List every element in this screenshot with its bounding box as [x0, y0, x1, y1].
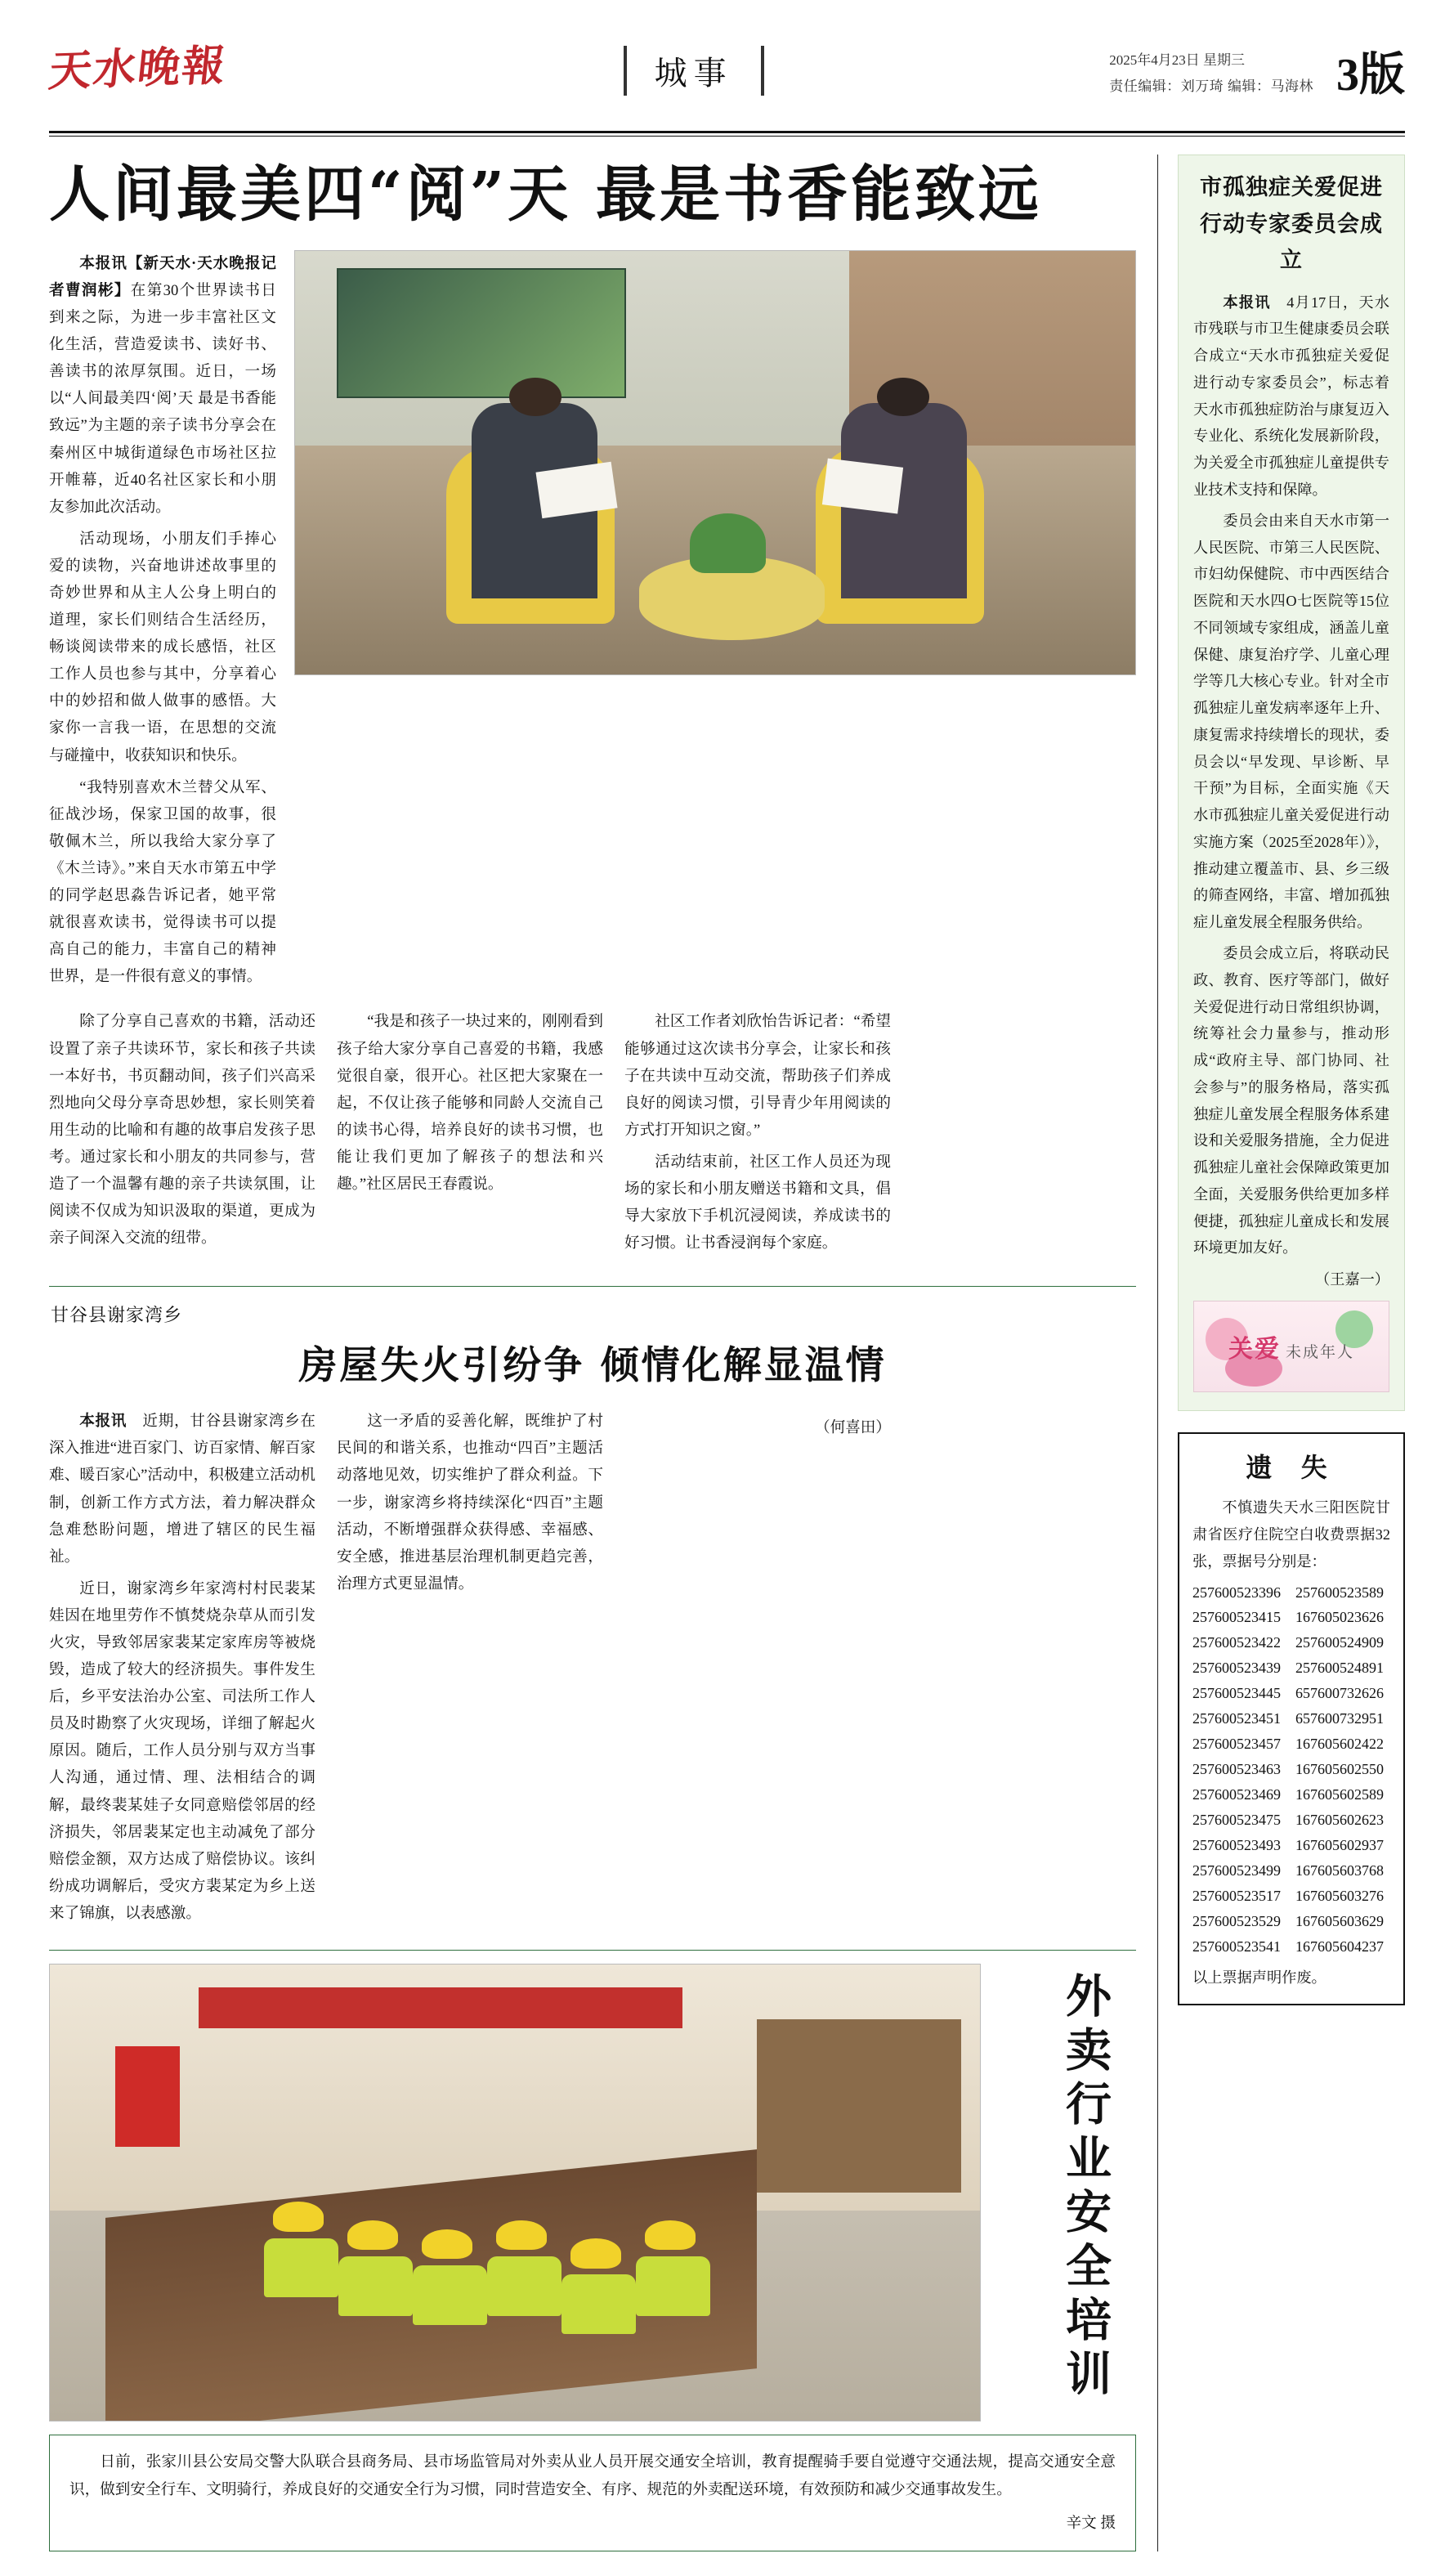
lost-notice: [1178, 1432, 1405, 2005]
masthead-right: [1109, 23, 1405, 101]
newspaper-logo: [46, 23, 278, 96]
lost-notice-number: 257600523457: [1192, 1736, 1281, 1753]
main-article-col-3: [337, 1008, 603, 1261]
lost-notice-intro-wrap: [1192, 1494, 1390, 1575]
article-2-col-2: [337, 1408, 603, 1932]
care-banner-text: 关爱: [1228, 1336, 1281, 1364]
main-para-7: 活动结束前，社区工作人员还为现场的家长和小朋友赠送书籍和文具，倡导大家放下手机沉浸阅读，养成读书的好习惯。让书香浸润每个家庭。: [624, 1153, 891, 1252]
lost-notice-number: 257600523451: [1192, 1710, 1281, 1727]
lost-notice-number: 167605603629: [1295, 1912, 1384, 1929]
main-para-2: 活动现场，小朋友们手捧心爱的读物，兴奋地讲述故事里的奇妙世界和从主人公身上明白的道理，家长们则结合生活经历，畅谈阅读带来的成长感悟，社区工作人员也参与其中，分享着心中的妙招和做人做事的感悟。大家你一言我一语，在思想的交流与碰撞中，收获知识和快乐。: [49, 530, 276, 764]
main-para-1: 在第30个世界读书日到来之际，为进一步丰富社区文化生活，营造爱读书、读好书、善读书的浓厚氛围。近日，一场以“人间最美四‘阅’天 最是书香能致远”为主题的亲子读书分享会在秦州区中城街道绿色市场社区拉开帷幕，近40名社区家长和小朋友参加此次活动。: [49, 281, 276, 516]
main-photo-wrap: [294, 250, 1136, 996]
lost-notice-number: 257600523589: [1295, 1584, 1384, 1601]
reading-event-photo: [294, 250, 1136, 675]
sidebar-body: [1193, 289, 1389, 1262]
lost-notice-number: 167605603768: [1295, 1861, 1384, 1879]
lost-notice-title: 遗 失: [1246, 1452, 1337, 1484]
article-2-headline: 房屋失火引纷争 倾情化解显温情: [298, 1343, 887, 1389]
lost-notice-number: 257600523422: [1192, 1634, 1281, 1651]
section-divider: [49, 1286, 1136, 1287]
lost-notice-footer: 以上票据声明作废。: [1192, 1969, 1326, 1986]
main-para-5: “我是和孩子一块过来的，刚刚看到孩子给大家分享自己喜爱的书籍，我感觉很自豪，很开心。社区把大家聚在一起，不仅让孩子能够和同龄人交流自己的读书心得，培养良好的读书习惯，也能让我们更加了解孩子的想法和兴趣。”社区居民王春霞说。: [337, 1013, 603, 1193]
article-2: [49, 1301, 1136, 1932]
lost-notice-number: 257600523463: [1192, 1761, 1281, 1778]
lost-notice-number: 167605604237: [1295, 1938, 1384, 1955]
article-2-kicker: 甘谷县谢家湾乡: [51, 1305, 183, 1326]
masthead-rule: [49, 131, 1405, 133]
page-number: 3版: [1336, 50, 1405, 101]
main-headline: 人间最美四“阅”天 最是书香能致远: [49, 159, 1042, 230]
photo-feature-credit: 辛文 摄: [1066, 2514, 1116, 2532]
lost-notice-number: 257600523493: [1192, 1837, 1281, 1854]
sidebar-para-1: 4月17日，天水市残联与市卫生健康委员会联合成立“天水市孤独症关爱促进行动专家委员会”，标志着天水市孤独症防治与康复迈入专业化、系统化发展新阶段，为关爱全市孤独症儿童提供专业技术支持和保障。: [1193, 293, 1389, 498]
sidebar-byline: 本报讯: [1223, 293, 1271, 311]
lost-notice-number: 257600523469: [1192, 1786, 1281, 1803]
sidebar-column: [1157, 155, 1405, 2551]
training-photo: [49, 1964, 981, 2421]
publish-date: 2025年4月23日 星期三: [1109, 52, 1245, 68]
photo-feature-caption: 日前，张家川县公安局交警大队联合县商务局、县市场监管局对外卖从业人员开展交通安全培训，教育提醒骑手要自觉遵守交通法规，提高交通安全意识，做到安全行车、文明骑行，养成良好的交通安全行为习惯，同时营造安全、有序、规范的外卖配送环境，有效预防和减少交通事故发生。: [69, 2453, 1116, 2499]
lost-notice-number: 657600732951: [1295, 1710, 1384, 1727]
sidebar-article: [1178, 155, 1405, 1411]
lost-notice-number: 257600523475: [1192, 1812, 1281, 1829]
main-article-col-4: [624, 1008, 891, 1261]
main-column: [49, 155, 1136, 2551]
lost-notice-number: 257600523517: [1192, 1887, 1281, 1904]
lost-notice-number: 167605602589: [1295, 1786, 1384, 1803]
article-2-byline: 本报讯: [79, 1413, 128, 1431]
main-para-4: 除了分享自己喜欢的书籍，活动还设置了亲子共读环节，家长和孩子共读一本好书，书页翻动间，孩子们兴高采烈地向父母分享奇思妙想，家长则笑着用生动的比喻和有趣的故事启发孩子思考。通过家长和小朋友的共同参与，营造了一个温馨有趣的亲子共读氛围，让阅读不仅成为知识汲取的渠道，更成为亲子间深入交流的纽带。: [49, 1013, 315, 1248]
lost-notice-number: 257600523529: [1192, 1912, 1281, 1929]
article-2-col-1: [49, 1408, 315, 1932]
sidebar-title: 市孤独症关爱促进行动专家委员会成立: [1200, 175, 1383, 274]
lost-notice-intro: 不慎遗失天水三阳医院甘肃省医疗住院空白收费票据32张，票据号分别是：: [1192, 1499, 1390, 1570]
lost-notice-number: 167605602550: [1295, 1761, 1384, 1778]
lost-notice-number: 167605023626: [1295, 1609, 1384, 1626]
article-2-sign: （何喜田）: [815, 1419, 891, 1437]
lost-notice-number: 167605602422: [1295, 1736, 1384, 1753]
lost-notice-number: 257600524909: [1295, 1634, 1384, 1651]
lost-notice-number: 257600524891: [1295, 1660, 1384, 1677]
lost-notice-number: 167605602623: [1295, 1812, 1384, 1829]
sidebar-sign: （王嘉一）: [1315, 1271, 1389, 1288]
main-article-top: [49, 250, 1136, 996]
logo-text: 天水晚報: [46, 40, 230, 96]
sidebar-para-3: 委员会成立后，将联动民政、教育、医疗等部门，做好关爱促进行动日常组织协调，统筹社会力量参与，推动形成“政府主导、部门协同、社会参与”的服务格局，落实孤独症儿童发展全程服务体系建设和关爱服务措施，全力促进孤独症儿童社会保障政策更加全面，关爱服务供给更加多样便捷，孤独症儿童成长和发展环境更加友好。: [1193, 945, 1389, 1257]
lost-notice-number: 257600523415: [1192, 1609, 1281, 1626]
lost-notice-number: 257600523541: [1192, 1938, 1281, 1955]
main-article-bottom: [49, 1008, 1136, 1261]
article-2-para-3: 这一矛盾的妥善化解，既维护了村民间的和谐关系，也推动“四百”主题活动落地见效，切实维护了群众利益。下一步，谢家湾乡将持续深化“四百”主题活动，不断增强群众获得感、幸福感、安全感，推进基层治理机制更趋完善，治理方式更显温情。: [337, 1413, 603, 1593]
page-body: [0, 137, 1454, 2576]
article-2-para-1: 近期，甘谷县谢家湾乡在深入推进“进百家门、访百家情、解百家难、暖百家心”活动中，积极建立活动机制，创新工作方式方法，着力解决群众急难愁盼问题，增进了辖区的民生福祉。: [49, 1413, 315, 1566]
main-para-6: 社区工作者刘欣怡告诉记者：“希望能够通过这次读书分享会，让家长和孩子在共读中互动交流，帮助孩子们养成良好的阅读习惯，引导青少年用阅读的方式打开知识之窗。”: [624, 1013, 891, 1139]
lost-notice-number: 657600732626: [1295, 1685, 1384, 1702]
editor-credits: 责任编辑：刘万琦 编辑：马海林: [1109, 78, 1313, 95]
masthead: [0, 0, 1454, 123]
section-badge: 城事: [624, 46, 764, 96]
care-banner: [1193, 1301, 1389, 1392]
lost-notice-number: 167605602937: [1295, 1837, 1384, 1854]
main-byline: 本报讯【新天水·天水晚报记者曹润彬】: [49, 254, 276, 299]
masthead-meta: [1109, 47, 1313, 101]
lost-notice-numbers: [1192, 1580, 1390, 1960]
lost-notice-number: 257600523499: [1192, 1861, 1281, 1879]
photo-feature-caption-box: [49, 2435, 1136, 2551]
photo-feature-vertical-title: 外卖行业安全培训: [1058, 1972, 1112, 2404]
main-article-col-1: [49, 250, 276, 996]
care-banner-sub: 未成年人: [1285, 1344, 1355, 1362]
main-article-col-2: [49, 1008, 315, 1261]
article-2-para-2-start: 近日，谢家湾乡年家湾村村民裴某娃因在地里劳作不慎焚烧杂草从而引发火灾，导致邻居家裴某定家库房等被烧毁，造成了较大的经济损失。事件发生后，乡平安法治办公室、司法所工作人员及时勘察了火灾现场，详细了解起火原因。随后，工作人员分别与双方当事人沟通，通过情、理、法相结合的调解，最终裴某娃子女同意赔偿邻居的经济损失，邻居裴某定也主动减免了部分赔偿金额，双方达成了赔偿协议。该纠纷成功调解后，受灾方裴某定为乡上送来了锦旗，以表感激。: [49, 1579, 315, 1922]
article-2-col-3: [624, 1408, 891, 1932]
photo-feature: [49, 1950, 1136, 2421]
sidebar-para-2: 委员会由来自天水市第一人民医院、市第三人民医院、市妇幼保健院、市中西医结合医院和天水四O七医院等15位不同领域专家组成，涵盖儿童保健、康复治疗学、儿童心理学等几大核心专业。针对全市孤独症儿童发病率逐年上升、康复需求持续增长的现状，委员会以“早发现、早诊断、早干预”为目标，全面实施《天水市孤独症儿童关爱促进行动实施方案（2025至2028年）》，推动建立覆盖市、县、乡三级的筛查网络，丰富、增加孤独症儿童发展全程服务供给。: [1193, 512, 1389, 931]
lost-notice-number: 167605603276: [1295, 1887, 1384, 1904]
main-para-3: “我特别喜欢木兰替父从军、征战沙场，保家卫国的故事，很敬佩木兰，所以我给大家分享了《木兰诗》。”来自天水市第五中学的同学赵思淼告诉记者，她平常就很喜欢读书，觉得读书可以提高自己的能力，丰富自己的精神世界，是一件很有意义的事情。: [49, 778, 276, 986]
lost-notice-number: 257600523439: [1192, 1660, 1281, 1677]
lost-notice-number: 257600523445: [1192, 1685, 1281, 1702]
lost-notice-number: 257600523396: [1192, 1584, 1281, 1601]
article-2-columns: [49, 1408, 1136, 1932]
